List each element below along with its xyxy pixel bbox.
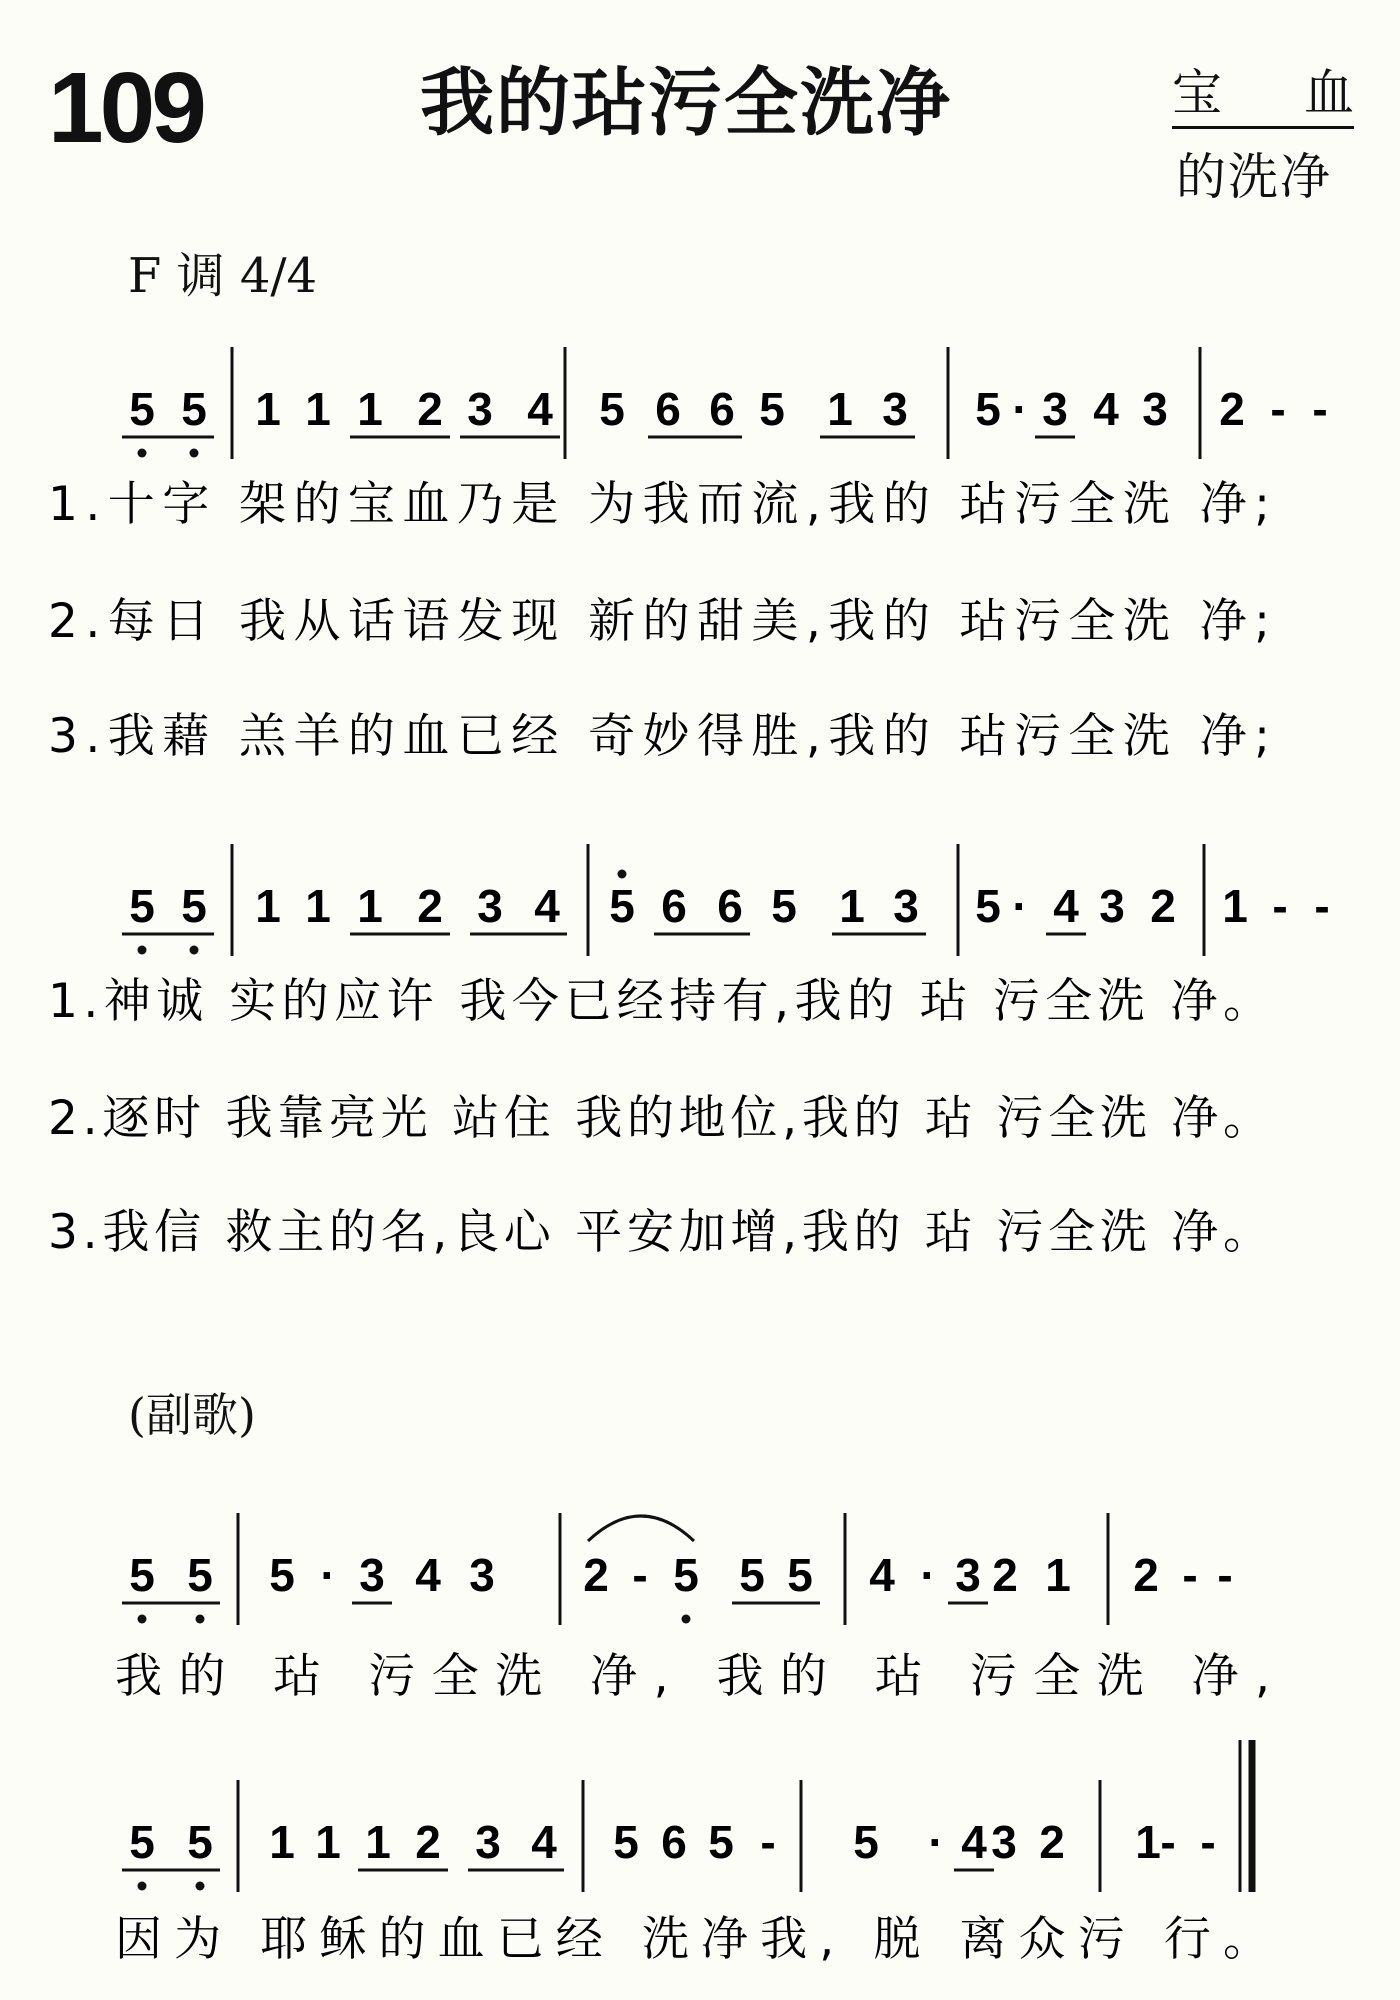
note: 2 [583, 1549, 609, 1601]
note: 2 [1150, 880, 1176, 932]
category-subtitle: 的洗净 [1176, 148, 1332, 206]
note: 3 [1042, 383, 1068, 435]
note: 5 [975, 383, 1001, 435]
lyric-line: 3.我藉 羔羊的血已经 奇妙得胜,我的 玷污全洗 净; [48, 709, 1270, 764]
note: 5 [759, 383, 785, 435]
note: 3 [882, 383, 908, 435]
note: 3 [477, 880, 503, 932]
note: 4 [534, 880, 560, 932]
low-octave-dot [196, 1615, 205, 1624]
lyric-line: 2.每日 我从话语发现 新的甜美,我的 玷污全洗 净; [48, 594, 1270, 649]
note: 5 [771, 880, 797, 932]
note: 1 [305, 880, 331, 932]
note: 2 [415, 1816, 441, 1868]
note: 5 [181, 880, 207, 932]
low-octave-dot [138, 449, 147, 458]
note: 6 [655, 383, 681, 435]
dash-hold: - [1270, 383, 1286, 435]
category-char-2: 血 [1304, 64, 1354, 122]
note: 1 [1045, 1549, 1071, 1601]
note: 1 [365, 1816, 391, 1868]
note: 5 [853, 1816, 879, 1868]
lyric-line: 2.逐时 我靠亮光 站住 我的地位,我的 玷 污全洗 净。 [48, 1091, 1270, 1146]
note: 1 [357, 383, 383, 435]
low-octave-dot [682, 1615, 691, 1624]
augmentation-dot: · [1012, 383, 1028, 435]
note: 2 [417, 880, 443, 932]
note: 2 [417, 383, 443, 435]
notation-system [122, 1513, 1233, 1625]
note: 2 [1039, 1816, 1065, 1868]
note: 3 [475, 1816, 501, 1868]
low-octave-dot [196, 1882, 205, 1891]
note: 4 [415, 1549, 441, 1601]
note: 3 [893, 880, 919, 932]
note: 3 [359, 1549, 385, 1601]
note: 4 [527, 383, 553, 435]
dash-hold: - [1200, 1816, 1216, 1868]
note: 1 [315, 1816, 341, 1868]
lyric-line: 3.我信 救主的名,良心 平安加增,我的 玷 污全洗 净。 [48, 1205, 1270, 1260]
note: 3 [955, 1549, 981, 1601]
lyric-line: 我的 玷 污全洗 净, 我的 玷 污全洗 净, [115, 1649, 1270, 1704]
note: 2 [992, 1549, 1018, 1601]
dash-hold: - [1217, 1549, 1233, 1601]
low-octave-dot [138, 1615, 147, 1624]
dash-hold: - [1182, 1549, 1198, 1601]
augmentation-dot: · [928, 1816, 944, 1868]
hymn-title: 我的玷污全洗净 [420, 60, 952, 146]
low-octave-dot [190, 449, 199, 458]
note: 5 [129, 880, 155, 932]
hymn-number: 109 [48, 52, 203, 164]
note: 5 [269, 1549, 295, 1601]
note: 6 [717, 880, 743, 932]
low-octave-dot [138, 1882, 147, 1891]
note: 1 [305, 383, 331, 435]
note: 4 [1093, 383, 1119, 435]
note: 5 [609, 880, 635, 932]
note: 2 [1219, 383, 1245, 435]
note: 6 [661, 1816, 687, 1868]
lyric-line: 1.神诚 实的应许 我今已经持有,我的 玷 污全洗 净。 [48, 974, 1270, 1029]
tie-arc [588, 1516, 694, 1541]
dash-hold: - [760, 1816, 776, 1868]
note: 5 [975, 880, 1001, 932]
dash-hold: - [1160, 1816, 1176, 1868]
note: 4 [1053, 880, 1079, 932]
note: 1 [269, 1816, 295, 1868]
note: 5 [187, 1549, 213, 1601]
dash-hold: - [632, 1549, 648, 1601]
augmentation-dot: · [320, 1549, 336, 1601]
note: 3 [991, 1816, 1017, 1868]
note: 5 [599, 383, 625, 435]
note: 3 [469, 1549, 495, 1601]
note: 5 [673, 1549, 699, 1601]
augmentation-dot: · [920, 1549, 936, 1601]
note: 5 [181, 383, 207, 435]
dash-hold: - [1312, 383, 1328, 435]
note: 3 [1099, 880, 1125, 932]
note: 3 [467, 383, 493, 435]
note: 5 [708, 1816, 734, 1868]
note: 6 [661, 880, 687, 932]
note: 5 [129, 1549, 155, 1601]
note: 6 [709, 383, 735, 435]
note: 1 [1222, 880, 1248, 932]
note: 5 [787, 1549, 813, 1601]
low-octave-dot [190, 946, 199, 955]
note: 5 [613, 1816, 639, 1868]
note: 1 [827, 383, 853, 435]
note: 2 [1133, 1549, 1159, 1601]
chorus-label: (副歌) [128, 1388, 256, 1442]
notation-system [122, 347, 1328, 459]
dash-hold: - [1314, 880, 1330, 932]
category-char-1: 宝 [1172, 64, 1222, 122]
note: 1 [839, 880, 865, 932]
note: 4 [869, 1549, 895, 1601]
note: 1 [255, 880, 281, 932]
note: 5 [129, 1816, 155, 1868]
high-octave-dot [618, 870, 627, 879]
note: 1 [1135, 1816, 1161, 1868]
notation-system [122, 1740, 1252, 1892]
note: 5 [739, 1549, 765, 1601]
notation-system [122, 844, 1330, 956]
note: 4 [531, 1816, 557, 1868]
note: 5 [187, 1816, 213, 1868]
note: 1 [357, 880, 383, 932]
lyric-line: 1.十字 架的宝血乃是 为我而流,我的 玷污全洗 净; [48, 477, 1270, 532]
note: 4 [961, 1816, 987, 1868]
note: 3 [1142, 383, 1168, 435]
key-signature: F 调 4/4 [128, 248, 318, 304]
lyric-line: 因为 耶稣的血已经 洗净我, 脱 离众污 行。 [115, 1912, 1270, 1967]
augmentation-dot: · [1012, 880, 1028, 932]
note: 5 [129, 383, 155, 435]
low-octave-dot [138, 946, 147, 955]
note: 1 [255, 383, 281, 435]
dash-hold: - [1272, 880, 1288, 932]
